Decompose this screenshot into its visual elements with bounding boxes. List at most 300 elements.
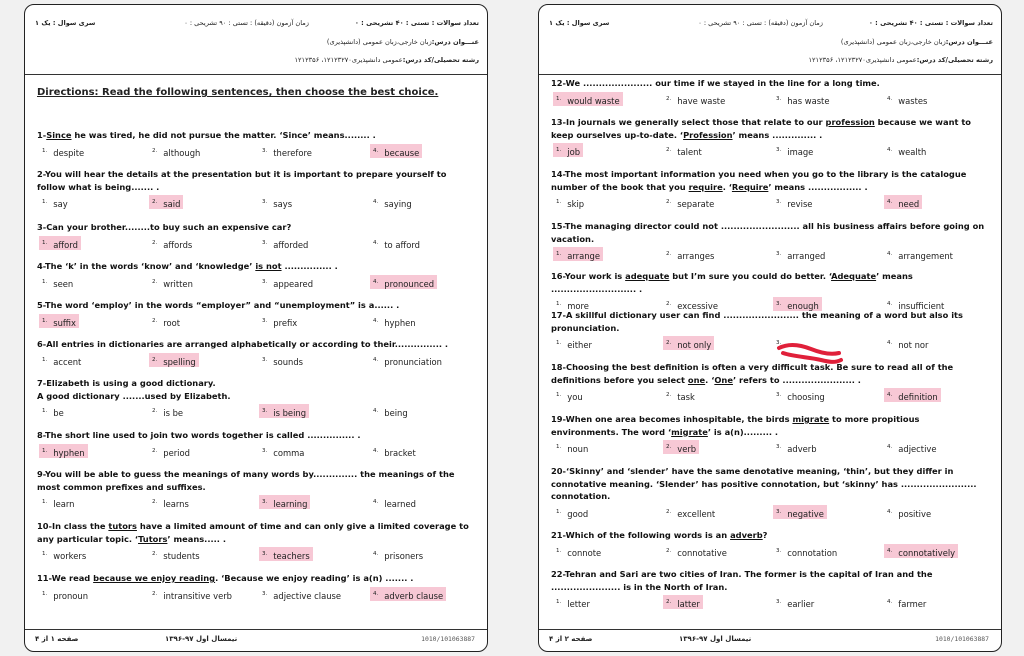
option-number: 4. <box>887 301 893 307</box>
option-number: 2. <box>152 239 158 246</box>
field-code <box>294 56 479 64</box>
question-17 <box>551 309 989 350</box>
question-text-part: 18-Choosing the best definition is often a very difficult task. Be sure to read all of the definitions before you select <box>551 362 954 385</box>
underlined-term: adverb <box>730 530 763 540</box>
question-text-part: 15-The managing director could not ......................... all his business affairs before going on vacation. <box>551 221 985 244</box>
question-count: تعداد سوالات : تستی : ۴۰ تشریحی : ۰ <box>354 19 479 27</box>
option-1-highlighted[interactable] <box>39 236 81 250</box>
option-number: 1. <box>556 340 562 346</box>
question-11 <box>37 572 475 601</box>
option-number: 3. <box>776 547 782 554</box>
option-3[interactable] <box>773 388 828 402</box>
question-text <box>37 168 475 193</box>
question-area <box>539 77 1001 627</box>
option-2-highlighted[interactable] <box>663 595 703 609</box>
question-1 <box>37 129 475 158</box>
option-2[interactable] <box>663 143 705 157</box>
question-text <box>37 260 475 273</box>
exam-footer <box>539 629 1001 651</box>
option-2-highlighted[interactable] <box>149 195 183 209</box>
question-7 <box>37 377 475 418</box>
question-20 <box>551 465 989 519</box>
option-1-highlighted[interactable] <box>553 92 623 106</box>
question-10 <box>37 520 475 561</box>
question-text-part: have a limited amount of time and can only give a limited coverage to any particular topic. ‘ <box>37 521 469 544</box>
option-text: says <box>273 199 293 209</box>
option-4[interactable] <box>884 336 932 350</box>
question-text-part: 20-‘Skinny’ and ‘slender’ have the same denotative meaning, ‘thin’, but they differ in connotative meaning. ‘Slender’ has positive connotation, but ‘skinny’ has ........................ connotation. <box>551 466 977 501</box>
option-text: wealth <box>898 147 927 157</box>
option-3-highlighted[interactable] <box>259 547 313 561</box>
option-number: 2. <box>666 444 672 450</box>
question-text <box>551 168 989 193</box>
option-number: 4. <box>373 408 379 414</box>
option-4[interactable] <box>884 247 956 261</box>
option-number: 3. <box>262 278 268 285</box>
option-4-highlighted[interactable] <box>370 275 437 289</box>
option-row <box>551 92 989 106</box>
option-number: 4. <box>887 340 893 346</box>
question-text-part: but I’m sure you could do better. ‘ <box>669 271 832 281</box>
option-4-highlighted[interactable] <box>884 195 922 209</box>
option-text: image <box>787 147 814 157</box>
option-number: 3. <box>776 147 782 153</box>
option-4[interactable] <box>370 495 419 509</box>
option-2[interactable] <box>663 388 698 402</box>
option-text: because <box>384 147 420 158</box>
option-number: 3. <box>776 340 782 346</box>
question-text <box>551 77 989 90</box>
question-5 <box>37 299 475 328</box>
option-1[interactable] <box>553 505 591 519</box>
option-number: 1. <box>42 499 48 505</box>
option-4[interactable] <box>370 404 411 418</box>
option-row <box>551 336 989 350</box>
option-text: has waste <box>787 95 830 106</box>
option-number: 1. <box>42 447 48 454</box>
option-number: 3. <box>262 199 268 205</box>
option-4[interactable] <box>370 444 419 458</box>
option-text: separate <box>677 199 715 209</box>
question-text-part: 21-Which of the following words is an <box>551 530 731 540</box>
option-number: 3. <box>262 239 268 246</box>
option-text: excessive <box>677 301 718 311</box>
option-number: 4. <box>887 547 893 554</box>
option-2[interactable] <box>663 505 718 519</box>
underlined-term: Profession <box>683 129 733 140</box>
option-text: appeared <box>273 278 314 289</box>
option-number: 4. <box>373 447 379 454</box>
option-row <box>37 236 475 250</box>
option-3[interactable] <box>259 587 344 601</box>
option-3[interactable] <box>259 444 307 458</box>
question-text-part: . ‘ <box>722 181 732 192</box>
option-text: connote <box>567 547 602 558</box>
question-text-part: because we want to keep ourselves up-to-date. ‘ <box>551 117 972 140</box>
option-3[interactable] <box>773 143 816 157</box>
question-22 <box>551 568 989 609</box>
option-text: intransitive verb <box>163 590 232 601</box>
option-number: 4. <box>373 317 379 324</box>
option-4[interactable] <box>884 595 929 609</box>
option-number: 3. <box>262 147 268 154</box>
underlined-term: migrate <box>792 414 830 424</box>
option-text: say <box>53 199 68 209</box>
option-number: 2. <box>666 547 672 554</box>
exam-header <box>539 5 1001 75</box>
option-3[interactable] <box>773 595 817 609</box>
course-label: عنـــوان درس: <box>945 38 993 46</box>
option-text: sounds <box>273 356 304 367</box>
option-1[interactable] <box>553 440 591 454</box>
option-3[interactable] <box>773 440 820 454</box>
option-4[interactable] <box>884 440 940 454</box>
option-3[interactable] <box>773 195 815 209</box>
option-text: arranges <box>677 251 715 261</box>
field-label: رشته تحصیلی/کد درس: <box>402 56 479 64</box>
option-1[interactable] <box>39 144 87 158</box>
option-row <box>37 404 475 418</box>
question-text <box>551 361 989 386</box>
question-6 <box>37 338 475 367</box>
option-2[interactable] <box>149 404 186 418</box>
option-number: 2. <box>666 95 672 102</box>
option-number: 3. <box>776 251 782 257</box>
option-1[interactable] <box>39 547 89 561</box>
option-row <box>37 195 475 209</box>
option-number: 1. <box>42 147 48 154</box>
option-4-highlighted[interactable] <box>370 144 422 158</box>
option-text: prefix <box>273 317 298 328</box>
option-number: 4. <box>887 251 893 257</box>
option-2-highlighted[interactable] <box>663 336 714 350</box>
option-number: 4. <box>373 147 379 154</box>
option-number: 1. <box>556 199 562 205</box>
option-2[interactable] <box>149 444 193 458</box>
option-4[interactable] <box>370 314 419 328</box>
option-text: earlier <box>787 599 815 609</box>
option-number: 1. <box>556 444 562 450</box>
option-text: students <box>163 551 200 561</box>
directions: Directions: Read the following sentences, then choose the best choice. <box>37 87 439 98</box>
option-text: revise <box>787 199 813 209</box>
option-text: learns <box>163 499 189 509</box>
exam-time: زمان آزمون (دقیقه) : تستی : ۹۰ تشریحی : ۰ <box>698 19 823 27</box>
option-number: 2. <box>152 199 158 205</box>
underlined-term: tutors <box>108 521 137 531</box>
option-number: 1. <box>42 590 48 597</box>
option-2-highlighted[interactable] <box>663 440 699 454</box>
option-text: enough <box>787 301 819 311</box>
option-number: 4. <box>887 508 893 515</box>
option-text: adverb <box>787 444 817 454</box>
option-text: learned <box>384 499 416 509</box>
question-area <box>25 77 487 627</box>
option-text: you <box>567 392 583 402</box>
question-text-part: ’ refers to ....................... . <box>732 374 861 385</box>
option-text: is be <box>163 408 184 418</box>
option-1[interactable] <box>553 336 595 350</box>
question-series: سری سوال : یک ۱ <box>549 19 610 27</box>
question-text-part: 22-Tehran and Sari are two cities of Iran. The former is the capital of Iran and the ...................... is in the North of Iran. <box>551 569 933 592</box>
option-number: 1. <box>42 317 48 324</box>
option-4[interactable] <box>370 195 415 209</box>
option-text: arranged <box>787 251 826 261</box>
option-text: spelling <box>163 356 196 367</box>
option-1[interactable] <box>553 544 604 558</box>
option-text: connotatively <box>898 547 956 558</box>
option-3[interactable] <box>773 247 828 261</box>
option-number: 2. <box>152 278 158 285</box>
option-number: 4. <box>373 499 379 505</box>
option-2[interactable] <box>149 495 192 509</box>
option-text: afford <box>53 239 78 250</box>
field-value: عمومی دانشپذیری۱۲۱۲۳۲۷۰، ۱۲۱۲۳۵۶ <box>294 56 403 64</box>
option-number: 1. <box>556 251 562 257</box>
course-label: عنـــوان درس: <box>431 38 479 46</box>
option-2[interactable] <box>149 547 203 561</box>
option-2[interactable] <box>149 314 183 328</box>
option-text: have waste <box>677 95 726 106</box>
option-number: 4. <box>887 147 893 153</box>
field-code <box>808 56 993 64</box>
option-2[interactable] <box>663 92 728 106</box>
option-text: seen <box>53 278 74 289</box>
option-1-highlighted[interactable] <box>553 143 583 157</box>
option-number: 1. <box>556 599 562 605</box>
option-4[interactable] <box>370 547 426 561</box>
question-15 <box>551 220 989 261</box>
option-4[interactable] <box>370 236 423 250</box>
option-4-highlighted[interactable] <box>370 587 446 601</box>
option-4-highlighted[interactable] <box>884 388 941 402</box>
option-number: 1. <box>42 199 48 205</box>
option-row <box>551 505 989 519</box>
option-row <box>37 587 475 601</box>
underlined-term: Require <box>731 181 769 192</box>
option-number: 2. <box>152 590 158 597</box>
option-2[interactable] <box>149 144 203 158</box>
option-number: 2. <box>666 251 672 257</box>
option-text: noun <box>567 444 589 454</box>
question-text <box>551 309 989 334</box>
option-row <box>551 544 989 558</box>
question-text-part: . ‘Because we enjoy reading’ is a(n) ....... . <box>215 573 414 583</box>
option-3[interactable] <box>259 314 300 328</box>
option-number: 3. <box>262 408 268 414</box>
option-text: skip <box>567 199 585 209</box>
question-text <box>37 299 475 312</box>
option-text: verb <box>677 444 697 454</box>
question-text-part: 2-You will hear the details at the presentation but it is important to prepare yourself to follow what is being....... . <box>37 169 447 192</box>
option-2[interactable] <box>149 236 195 250</box>
option-text: arrange <box>567 251 601 261</box>
question-text-part: ’ means ........................... . <box>551 271 913 294</box>
question-text-part: 5-The word ‘employ’ in the words “employer” and “unemployment” is a...... . <box>37 300 400 310</box>
option-4-highlighted[interactable] <box>884 544 958 558</box>
option-1[interactable] <box>39 587 91 601</box>
question-text <box>37 429 475 442</box>
option-number: 2. <box>666 147 672 153</box>
option-row <box>37 314 475 328</box>
option-text: affords <box>163 239 193 250</box>
option-text: saying <box>384 199 412 209</box>
option-text: insufficient <box>898 301 945 311</box>
question-text <box>37 377 475 402</box>
option-text: not only <box>677 340 712 350</box>
option-1-highlighted[interactable] <box>553 247 603 261</box>
option-number: 2. <box>152 499 158 505</box>
option-3[interactable] <box>773 336 790 350</box>
option-1[interactable] <box>553 195 587 209</box>
option-number: 2. <box>666 599 672 605</box>
option-1[interactable] <box>39 404 67 418</box>
underlined-term: Since <box>46 130 72 140</box>
underlined-term: Tutors <box>138 533 168 544</box>
option-text: pronoun <box>53 590 88 601</box>
question-8 <box>37 429 475 458</box>
option-3-highlighted[interactable] <box>259 404 309 418</box>
option-1[interactable] <box>39 495 77 509</box>
option-text: more <box>567 301 589 311</box>
option-text: root <box>163 317 181 328</box>
option-text: talent <box>677 147 702 157</box>
option-1[interactable] <box>553 388 586 402</box>
option-text: excellent <box>677 508 716 519</box>
option-1-highlighted[interactable] <box>39 444 88 458</box>
question-3 <box>37 221 475 250</box>
option-1[interactable] <box>39 195 71 209</box>
option-number: 4. <box>887 95 893 102</box>
option-3[interactable] <box>773 92 833 106</box>
option-number: 2. <box>152 356 158 363</box>
option-number: 1. <box>556 147 562 153</box>
option-number: 3. <box>776 508 782 515</box>
option-number: 1. <box>42 551 48 557</box>
question-text-part: 4-The ‘k’ in the words ‘know’ and ‘knowledge’ <box>37 261 256 271</box>
question-text-part: ............... . <box>281 261 338 271</box>
option-3-highlighted[interactable] <box>773 505 827 519</box>
question-text-part: 19-When one area becomes inhospitable, the birds <box>551 414 793 424</box>
course-value: زبان خارجی،زبان عمومی (دانشپذیری) <box>326 38 432 46</box>
page-number: صفحه ۲ از ۴ <box>549 635 593 643</box>
question-18 <box>551 361 989 402</box>
option-number: 2. <box>666 392 672 398</box>
option-3[interactable] <box>259 236 311 250</box>
option-2[interactable] <box>663 195 717 209</box>
option-text: hyphen <box>384 317 416 328</box>
option-number: 4. <box>373 199 379 205</box>
option-3[interactable] <box>259 353 306 367</box>
option-number: 4. <box>373 551 379 557</box>
option-2[interactable] <box>663 247 717 261</box>
option-4[interactable] <box>884 92 930 106</box>
option-number: 2. <box>152 317 158 324</box>
option-text: suffix <box>53 317 76 328</box>
question-text-part: 16-Your work is <box>551 271 626 281</box>
option-text: comma <box>273 447 305 458</box>
option-text: arrangement <box>898 251 953 261</box>
question-text-part: 10-In class the <box>37 521 109 531</box>
option-3[interactable] <box>259 275 316 289</box>
option-3-highlighted[interactable] <box>259 495 310 509</box>
option-1[interactable] <box>553 595 593 609</box>
question-text-part: ’ is a(n)......... . <box>707 426 779 437</box>
question-text-part: 3-Can your brother........to buy such an expensive car? <box>37 222 292 232</box>
option-text: latter <box>677 599 700 609</box>
option-text: hyphen <box>53 447 85 458</box>
question-text <box>551 220 989 245</box>
option-text: choosing <box>787 392 825 402</box>
option-number: 3. <box>776 301 782 307</box>
option-number: 2. <box>152 447 158 454</box>
option-3[interactable] <box>259 195 295 209</box>
option-number: 3. <box>776 95 782 102</box>
underlined-term: because we enjoy reading <box>93 573 216 583</box>
option-3[interactable] <box>259 144 315 158</box>
option-1-highlighted[interactable] <box>39 314 79 328</box>
underlined-term: migrate <box>671 426 708 437</box>
option-text: negative <box>787 508 824 519</box>
question-text <box>37 572 475 585</box>
option-number: 3. <box>262 447 268 454</box>
question-text-part: ? <box>762 530 768 540</box>
option-3[interactable] <box>773 544 840 558</box>
option-number: 1. <box>42 356 48 363</box>
option-1[interactable] <box>39 353 84 367</box>
option-text: be <box>53 408 64 418</box>
option-number: 2. <box>666 508 672 515</box>
question-text <box>37 129 475 142</box>
option-text: good <box>567 508 589 519</box>
exam-footer <box>25 629 487 651</box>
term-label: نیمسال اول ۹۷-۱۳۹۶ <box>679 635 752 643</box>
option-4[interactable] <box>370 353 445 367</box>
option-row <box>551 143 989 157</box>
option-2[interactable] <box>149 587 235 601</box>
question-text-part: 6-All entries in dictionaries are arranged alphabetically or according to their............... . <box>37 339 449 349</box>
option-text: adverb clause <box>384 590 444 601</box>
option-text: either <box>567 340 592 350</box>
option-number: 1. <box>42 408 48 414</box>
option-4[interactable] <box>884 143 929 157</box>
exam-code: 1010/101063887 <box>935 635 989 643</box>
option-number: 3. <box>262 499 268 505</box>
option-row <box>37 444 475 458</box>
option-1[interactable] <box>39 275 76 289</box>
option-row <box>551 247 989 261</box>
option-2[interactable] <box>663 544 730 558</box>
option-number: 1. <box>42 239 48 246</box>
question-text-part: . ‘ <box>705 374 715 385</box>
option-number: 4. <box>887 599 893 605</box>
option-text: pronounced <box>384 278 435 289</box>
option-row <box>37 547 475 561</box>
option-number: 4. <box>373 590 379 597</box>
question-count: تعداد سوالات : تستی : ۴۰ تشریحی : ۰ <box>868 19 993 27</box>
option-2[interactable] <box>149 275 196 289</box>
option-text: learning <box>273 499 308 509</box>
option-text: to afford <box>384 239 420 250</box>
option-4[interactable] <box>884 505 934 519</box>
exam-time: زمان آزمون (دقیقه) : تستی : ۹۰ تشریحی : ۰ <box>184 19 309 27</box>
option-2-highlighted[interactable] <box>149 353 199 367</box>
exam-page-1 <box>24 4 488 652</box>
underlined-term: one <box>687 374 706 385</box>
option-text: period <box>163 447 190 458</box>
question-text-part: 9-You will be able to guess the meanings of many words by.............. the meanings of the most common prefixes and suffixes. <box>37 469 455 492</box>
exam-page-2 <box>538 4 1002 652</box>
